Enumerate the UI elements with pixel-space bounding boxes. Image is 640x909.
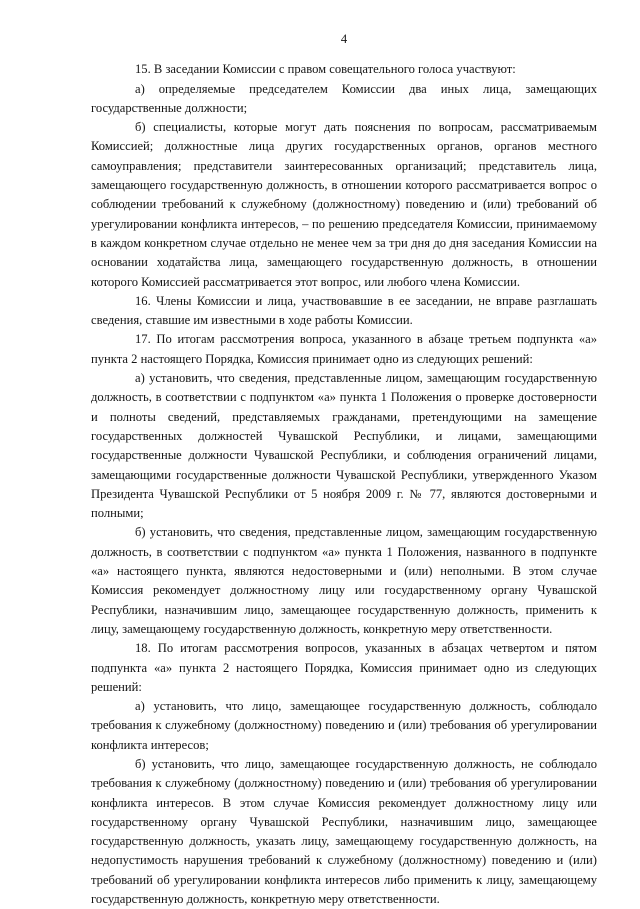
paragraph-16: 16. Члены Комиссии и лица, участвовавшие в ее заседании, не вправе разглашать сведения, ставшие им известными в ходе работы Комиссии. — [91, 293, 597, 328]
paragraph-17: 17. По итогам рассмотрения вопроса, указанного в абзаце третьем подпункта «а» пункта 2 настоящего Порядка, Комиссия принимает одно из следующих решений: — [91, 332, 597, 366]
paragraph-15: 15. В заседании Комиссии с правом совещательного голоса участвуют: — [135, 62, 516, 77]
document-page — [91, 30, 597, 909]
paragraph-18-a: а) установить, что лицо, замещающее государственную должность, соблюдало требования к служебному (должностному) поведению и (или) требования об урегулировании конфликта интересов; — [91, 699, 597, 752]
paragraph-18: 18. По итогам рассмотрения вопросов, указанных в абзацах четвертом и пятом подпункта «а» пункта 2 настоящего Порядка, Комиссия принимает одно из следующих решений: — [91, 641, 597, 694]
paragraph-17-b: б) установить, что сведения, представленные лицом, замещающим государственную должность, в соответствии с подпунктом «а» пункта 1 Положения, названного в подпункте «а» настоящего пункта, являются недостоверными и (или) неполными. В этом случае Комиссия рекомендует должностному лицу или государственному органу Чувашской Республики, назначившим лицо, замещающее государственную должность, применить к лицу, замещающему государственную должность, конкретную меру ответственности. — [91, 525, 597, 636]
paragraph-15-a: а) определяемые председателем Комиссии два иных лица, замещающих государственные должности; — [91, 81, 597, 115]
paragraph-15-b: б) специалисты, которые могут дать пояснения по вопросам, рассматриваемым Комиссией; должностные лица других государственных органов, органов местного самоуправления; представители заинтересованных организаций; представитель лица, замещающего государственную должность, в отношении которого рассматривается вопрос о соблюдении требований к служебному (должностному) поведению и (или) требований об урегулировании конфликта интересов, – по решению председателя Комиссии, принимаемому в каждом конкретном случае отдельно не менее чем за три дня до дня заседания Комиссии на основании ходатайства лица, замещающего государственную должность, в отношении которого Комиссией рассматривается этот вопрос, или любого члена Комиссии. — [91, 120, 597, 289]
paragraph-17-a: а) установить, что сведения, представленные лицом, замещающим государственную должность, в соответствии с подпунктом «а» пункта 1 Положения о проверке достоверности и полноты сведений, представляемых гражданами, претендующими на замещение государственных должностей Чувашской Республики, и лицами, замещающими государственные должности Чувашской Республики, и соблюдения ограничений лицами, замещающими государственные должности Чувашской Республики, утвержденного Указом Президента Чувашской Республики от 5 ноября 2009 г. № 77, являются достоверными и полными; — [91, 371, 597, 521]
paragraph-18-b: б) установить, что лицо, замещающее государственную должность, не соблюдало требования к служебному (должностному) поведению и (или) требования об урегулировании конфликта интересов. В этом случае Комиссия рекомендует должностному лицу или государственному органу Чувашской Республики, назначившим лицо, замещающее государственную должность, указать лицу, замещающему государственную должность, на недопустимость нарушения требований к служебному (должностному) поведению и (или) требований об урегулировании конфликта интересов либо применить к лицу, замещающему государственную должность, конкретную меру ответственности. — [91, 756, 597, 907]
page-number: 4 — [340, 32, 348, 46]
